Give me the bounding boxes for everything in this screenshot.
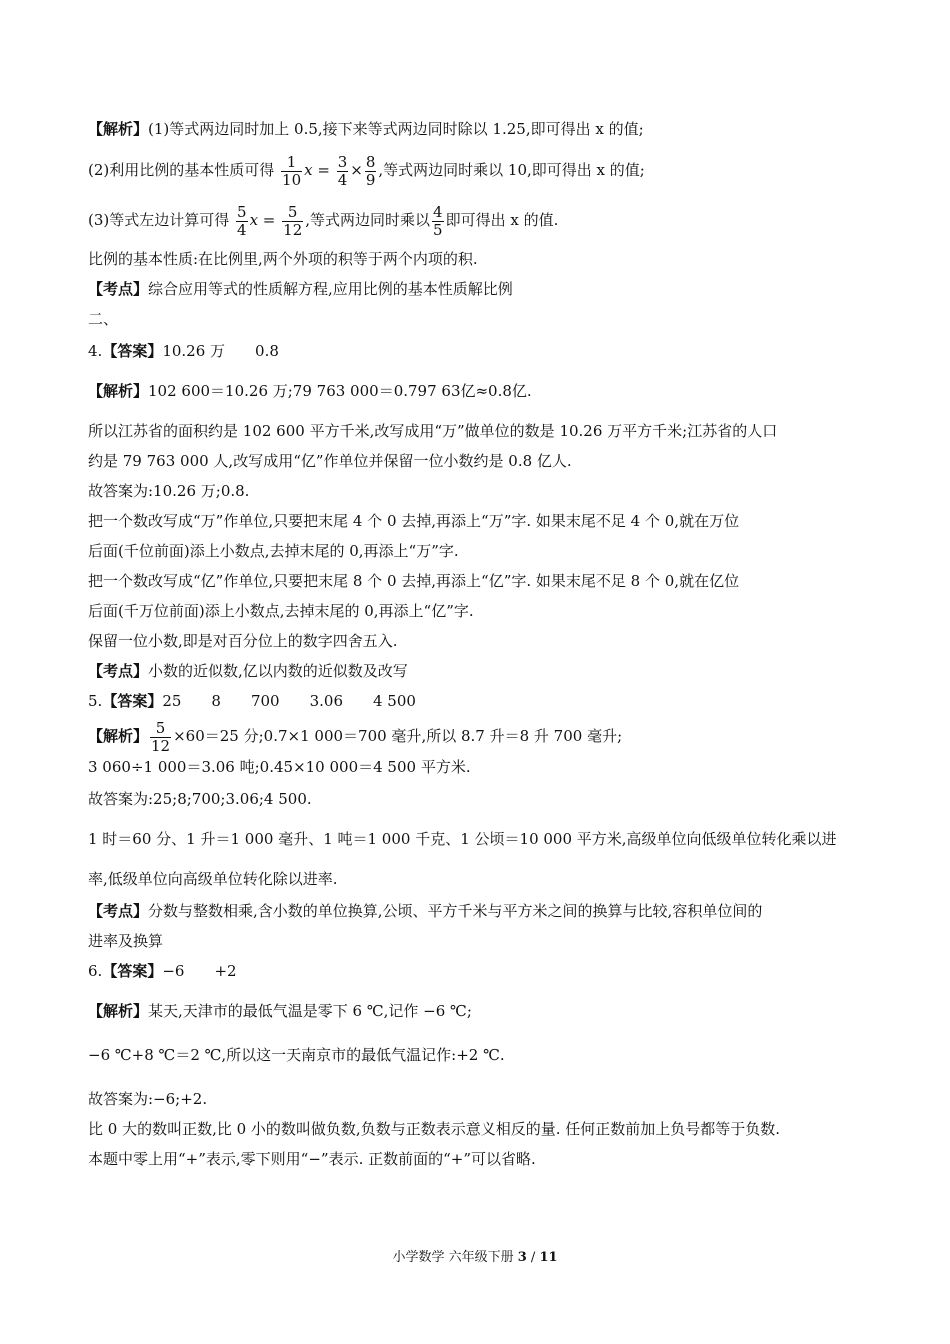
page-number: 3	[517, 1250, 527, 1265]
kaodian-line: 【考点】综合应用等式的性质解方程,应用比例的基本性质解比例	[88, 280, 513, 298]
text-line: 故答案为:25;8;700;3.06;4 500.	[88, 790, 312, 808]
analysis-line-4: 【解析】102 600＝10.26 万;79 763 000＝0.797 63亿≈0.8亿.	[88, 382, 532, 400]
document-body	[88, 112, 868, 1168]
analysis-line-5: 【解析】 $\frac{5}{12}$ ×60＝25 分;0.7×1 000＝700 毫升,所以 8.7 升＝8 升 700 毫升;	[88, 718, 623, 755]
text-line: 保留一位小数,即是对百分位上的数字四舍五入.	[88, 632, 398, 650]
kaodian-tag: 【考点】	[88, 280, 149, 298]
fraction: $\frac{5}{4}$	[237, 202, 247, 239]
analysis-line-2: (2)利用比例的基本性质可得 $\frac{1}{10}$ x = $\frac{3}{4}$ × $\frac{8}{9}$ ,等式两边同时乘以 10,即可得出 x 的值;	[88, 152, 645, 189]
text-line: −6 ℃+8 ℃＝2 ℃,所以这一天南京市的最低气温记作:+2 ℃.	[88, 1046, 505, 1064]
text-line: 所以江苏省的面积约是 102 600 平方千米,改写成用“万”做单位的数是 10.26 万平方千米;江苏省的人口	[88, 422, 778, 440]
text-line: 后面(千万位前面)添上小数点,去掉末尾的 0,再添上“亿”字.	[88, 602, 474, 620]
text-line: 1 时＝60 分、1 升＝1 000 毫升、1 吨＝1 000 千克、1 公顷＝10 000 平方米,高级单位向低级单位转化乘以进	[88, 830, 837, 848]
page-footer: 小学数学 六年级下册 3 / 11	[392, 1250, 558, 1265]
analysis-line-1: 【解析】(1)等式两边同时加上 0.5,接下来等式两边同时除以 1.25,即可得出 x 的值;	[88, 120, 644, 138]
answer-line-5: 5.【答案】25 8 700 3.06 4 500	[88, 692, 416, 710]
analysis-line-3: (3)等式左边计算可得 $\frac{5}{4}$ x = $\frac{5}{12}$ ,等式两边同时乘以 $\frac{4}{5}$ 即可得出 x 的值.	[88, 202, 559, 239]
fraction: $\frac{5}{12}$	[283, 202, 303, 239]
footer-title: 小学数学 六年级下册	[392, 1250, 518, 1265]
kaodian-line: 【考点】分数与整数相乘,含小数的单位换算,公顷、平方千米与平方米之间的换算与比较,容积单位间的	[88, 902, 763, 920]
fraction: $\frac{4}{5}$	[433, 202, 443, 239]
fraction: $\frac{5}{12}$	[151, 718, 171, 755]
text-line: 故答案为:10.26 万;0.8.	[88, 482, 250, 500]
text-line: 比例的基本性质:在比例里,两个外项的积等于两个内项的积.	[88, 250, 478, 268]
analysis-line-6: 【解析】某天,天津市的最低气温是零下 6 ℃,记作 −6 ℃;	[88, 1002, 472, 1020]
text-line: 率,低级单位向高级单位转化除以进率.	[88, 870, 338, 888]
text-line: 把一个数改写成“亿”作单位,只要把末尾 8 个 0 去掉,再添上“亿”字. 如果末尾不足 8 个 0,就在亿位	[88, 572, 740, 590]
analysis-tag: 【解析】	[88, 120, 149, 138]
fraction: $\frac{8}{9}$	[365, 152, 376, 189]
text-line: 约是 79 763 000 人,改写成用“亿”作单位并保留一位小数约是 0.8 亿人.	[88, 452, 572, 470]
fraction: $\frac{3}{4}$	[337, 152, 348, 189]
text-line: 本题中零上用“+”表示,零下则用“−”表示. 正数前面的“+”可以省略.	[88, 1150, 536, 1168]
answer-line-6: 6.【答案】−6 +2	[88, 962, 237, 980]
text-line: 故答案为:−6;+2.	[88, 1090, 208, 1108]
answer-line-4: 4.【答案】10.26 万 0.8	[88, 342, 279, 360]
page-total: 11	[539, 1250, 558, 1265]
text-line: 3 060÷1 000＝3.06 吨;0.45×10 000＝4 500 平方米.	[88, 758, 471, 776]
section-heading: 二、	[88, 310, 119, 328]
text-line: 后面(千位前面)添上小数点,去掉末尾的 0,再添上“万”字.	[88, 542, 459, 560]
text-line: 进率及换算	[88, 932, 164, 950]
text-line: 比 0 大的数叫正数,比 0 小的数叫做负数,负数与正数表示意义相反的量. 任何正数前加上负号都等于负数.	[88, 1120, 781, 1138]
fraction: $\frac{1}{10}$	[282, 152, 302, 189]
text-line: 把一个数改写成“万”作单位,只要把末尾 4 个 0 去掉,再添上“万”字. 如果末尾不足 4 个 0,就在万位	[88, 512, 740, 530]
kaodian-line: 【考点】小数的近似数,亿以内数的近似数及改写	[88, 662, 408, 680]
